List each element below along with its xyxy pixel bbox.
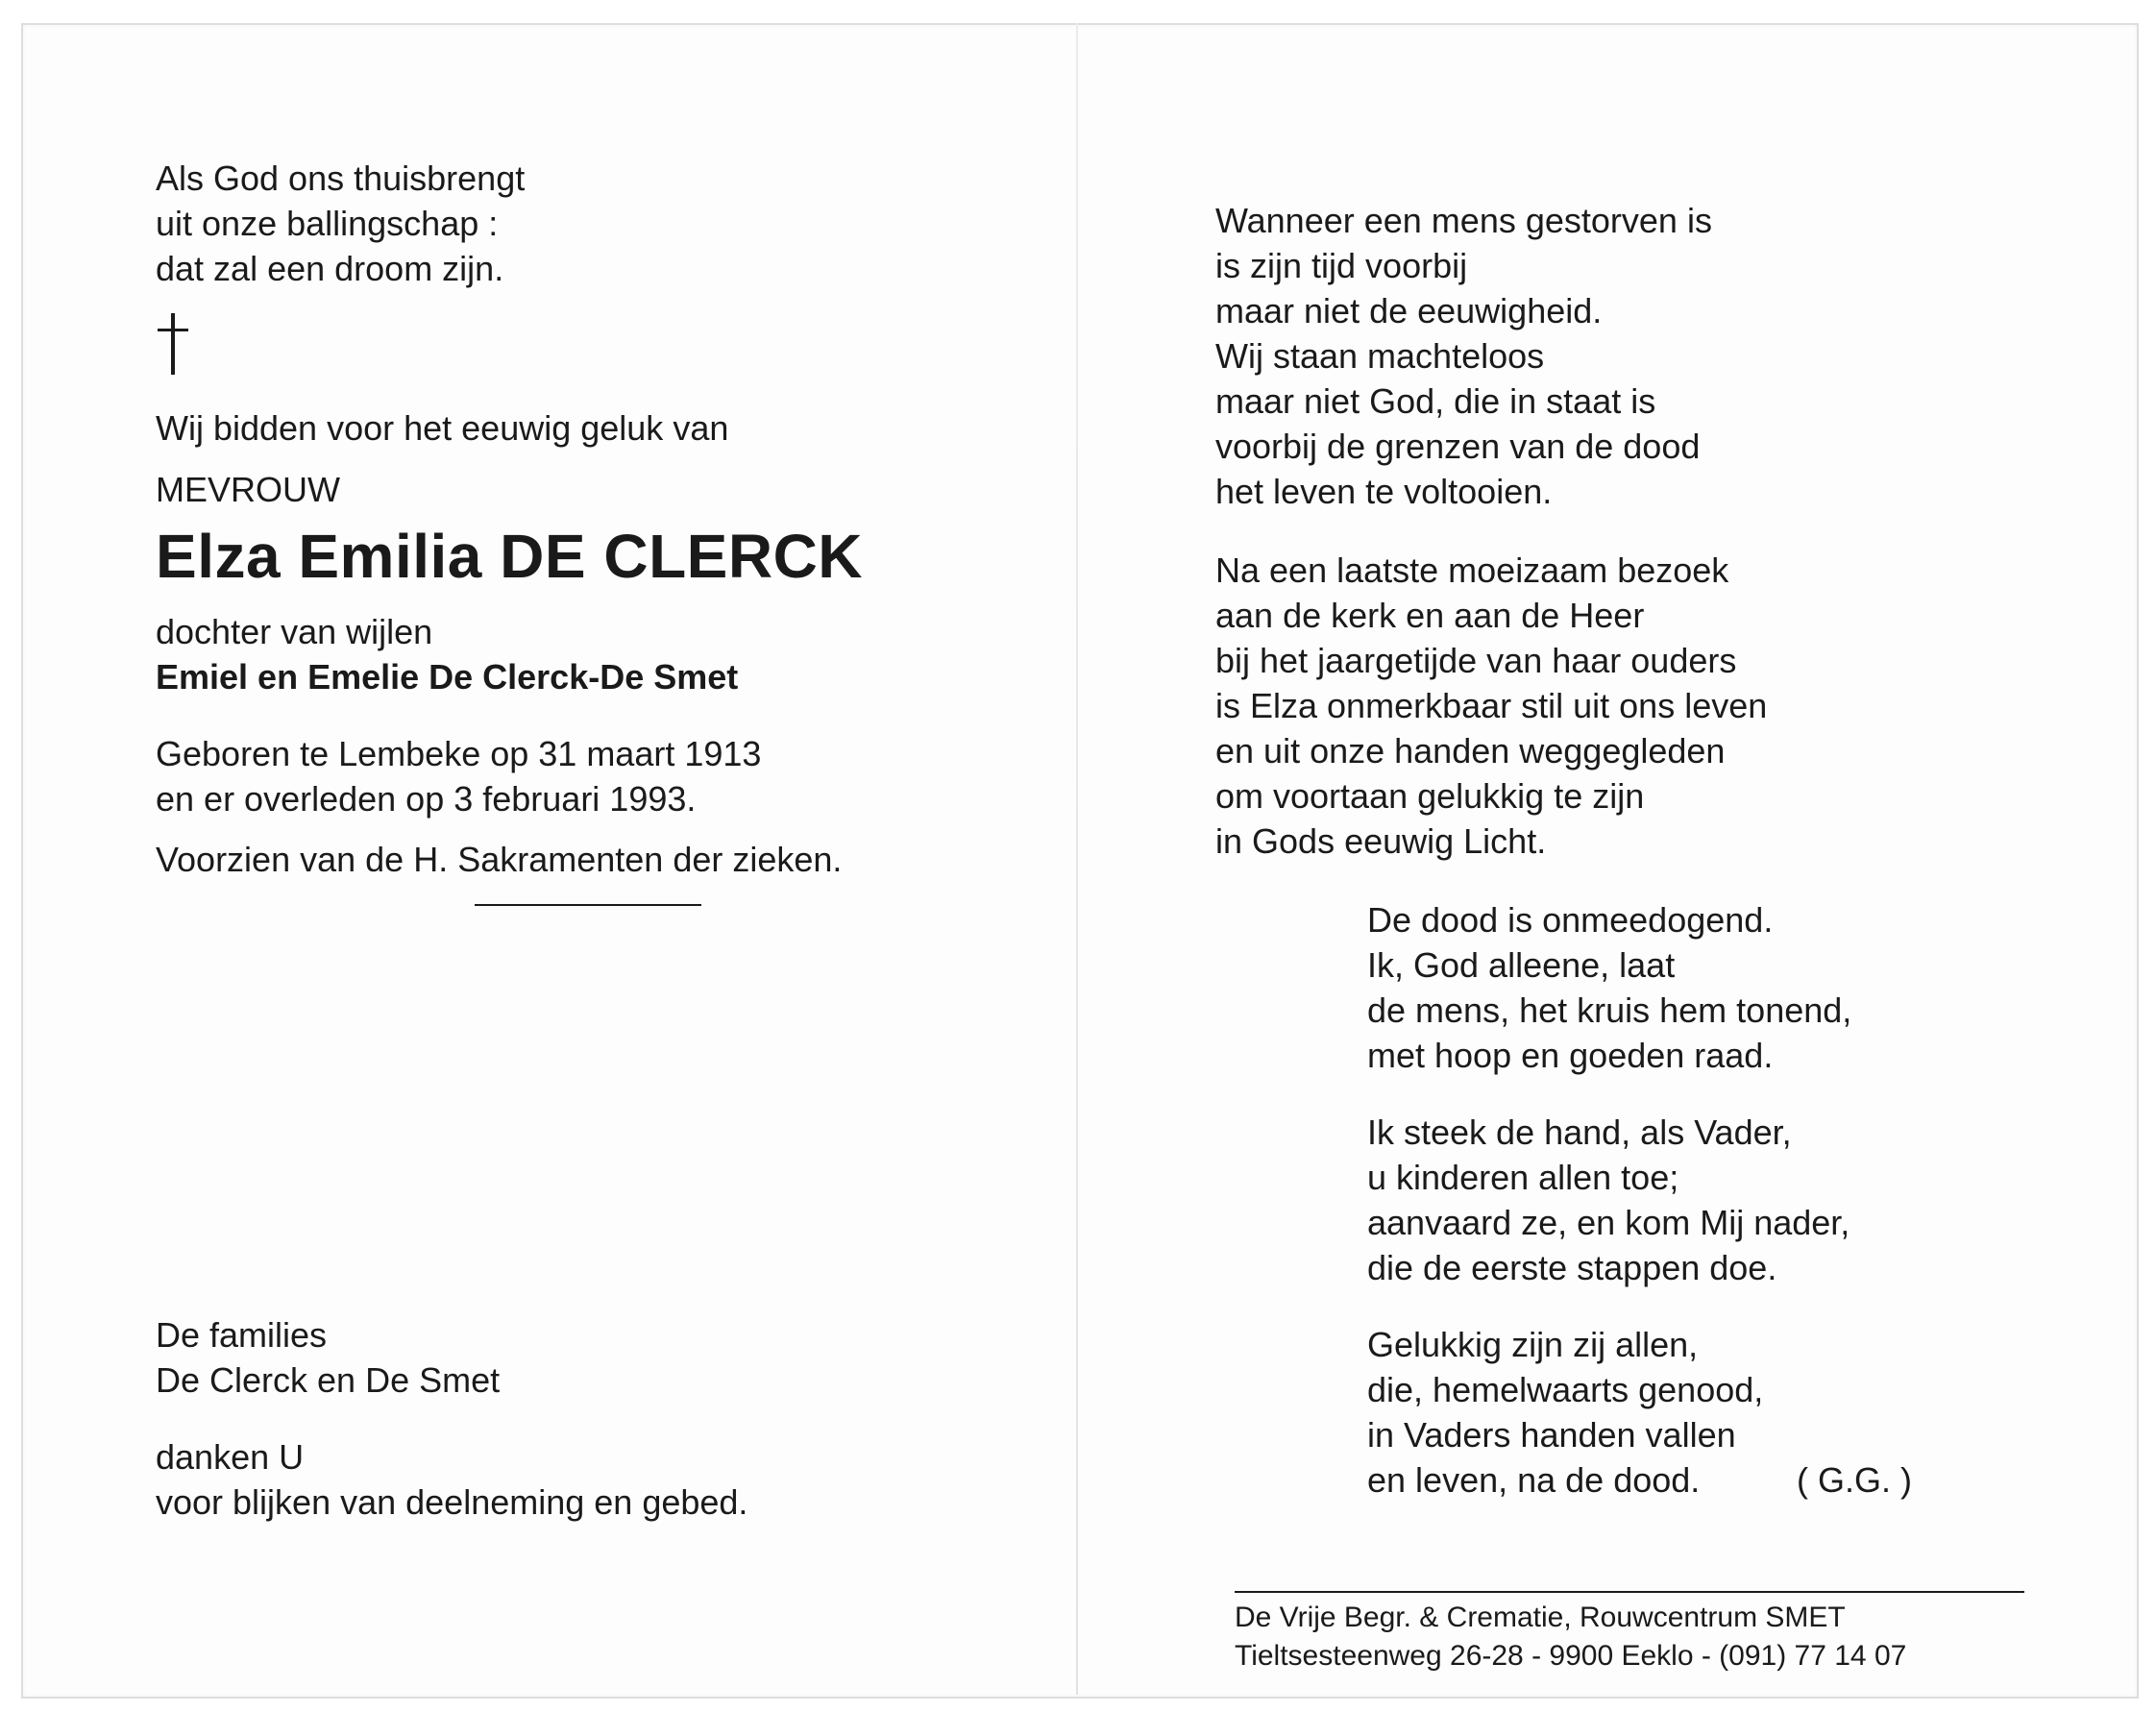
stanza1-line-1: Wanneer een mens gestorven is — [1215, 201, 1712, 240]
daughter-of: dochter van wijlen — [156, 612, 433, 651]
cross-icon — [156, 313, 190, 375]
stanza1-line-2: is zijn tijd voorbij — [1215, 246, 1468, 285]
stanza2-line-1: Na een laatste moeizaam bezoek — [1215, 550, 1729, 590]
stanza1-line-5: maar niet God, die in staat is — [1215, 381, 1656, 421]
printer-line-2: Tieltsesteenweg 26-28 - 9900 Eeklo - (091) 77 14 07 — [1235, 1640, 1907, 1672]
prayer-line: Wij bidden voor het eeuwig geluk van — [156, 408, 729, 448]
birth-line: Geboren te Lembeke op 31 maart 1913 — [156, 734, 762, 773]
poem-signature: ( G.G. ) — [1797, 1460, 1912, 1500]
intro-line-3: dat zal een droom zijn. — [156, 249, 504, 288]
deceased-name: Elza Emilia DE CLERCK — [156, 522, 863, 591]
poem3-line-1: Gelukkig zijn zij allen, — [1367, 1325, 1699, 1364]
poem2-line-3: aanvaard ze, en kom Mij nader, — [1367, 1203, 1850, 1242]
poem1-line-2: Ik, God alleene, laat — [1367, 945, 1676, 985]
printer-line-1: De Vrije Begr. & Crematie, Rouwcentrum SMET — [1235, 1602, 1846, 1633]
families-line-2: De Clerck en De Smet — [156, 1360, 501, 1400]
stanza2-line-5: en uit onze handen weggegleden — [1215, 731, 1726, 770]
divider-line — [475, 904, 701, 906]
stanza2-line-6: om voortaan gelukkig te zijn — [1215, 776, 1645, 816]
poem1-line-1: De dood is onmeedogend. — [1367, 900, 1774, 940]
thanks-line-2: voor blijken van deelneming en gebed. — [156, 1482, 748, 1522]
poem2-line-1: Ik steek de hand, als Vader, — [1367, 1113, 1792, 1152]
death-line: en er overleden op 3 februari 1993. — [156, 779, 697, 819]
poem2-line-2: u kinderen allen toe; — [1367, 1158, 1679, 1197]
families-line-1: De families — [156, 1315, 328, 1355]
stanza2-line-7: in Gods eeuwig Licht. — [1215, 821, 1547, 861]
intro-line-2: uit onze ballingschap : — [156, 204, 499, 243]
poem2-line-4: die de eerste stappen doe. — [1367, 1248, 1777, 1287]
sacraments-line: Voorzien van de H. Sakramenten der zieken. — [156, 840, 843, 879]
poem1-line-4: met hoop en goeden raad. — [1367, 1036, 1774, 1075]
printer-divider — [1235, 1591, 2024, 1593]
poem3-line-3: in Vaders handen vallen — [1367, 1415, 1736, 1455]
stanza1-line-4: Wij staan machteloos — [1215, 336, 1545, 376]
poem1-line-3: de mens, het kruis hem tonend, — [1367, 991, 1852, 1030]
stanza1-line-3: maar niet de eeuwigheid. — [1215, 291, 1603, 330]
thanks-line-1: danken U — [156, 1437, 305, 1477]
poem3-line-4: en leven, na de dood. — [1367, 1460, 1701, 1500]
stanza1-line-6: voorbij de grenzen van de dood — [1215, 427, 1701, 466]
card-fold — [1076, 23, 1078, 1695]
stanza2-line-3: bij het jaargetijde van haar ouders — [1215, 641, 1737, 680]
poem3-line-2: die, hemelwaarts genood, — [1367, 1370, 1764, 1409]
stanza1-line-7: het leven te voltooien. — [1215, 472, 1553, 511]
title-mevrouw: MEVROUW — [156, 470, 340, 509]
stanza2-line-4: is Elza onmerkbaar stil uit ons leven — [1215, 686, 1768, 725]
stanza2-line-2: aan de kerk en aan de Heer — [1215, 596, 1645, 635]
parents-names: Emiel en Emelie De Clerck-De Smet — [156, 657, 739, 697]
intro-line-1: Als God ons thuisbrengt — [156, 159, 526, 198]
